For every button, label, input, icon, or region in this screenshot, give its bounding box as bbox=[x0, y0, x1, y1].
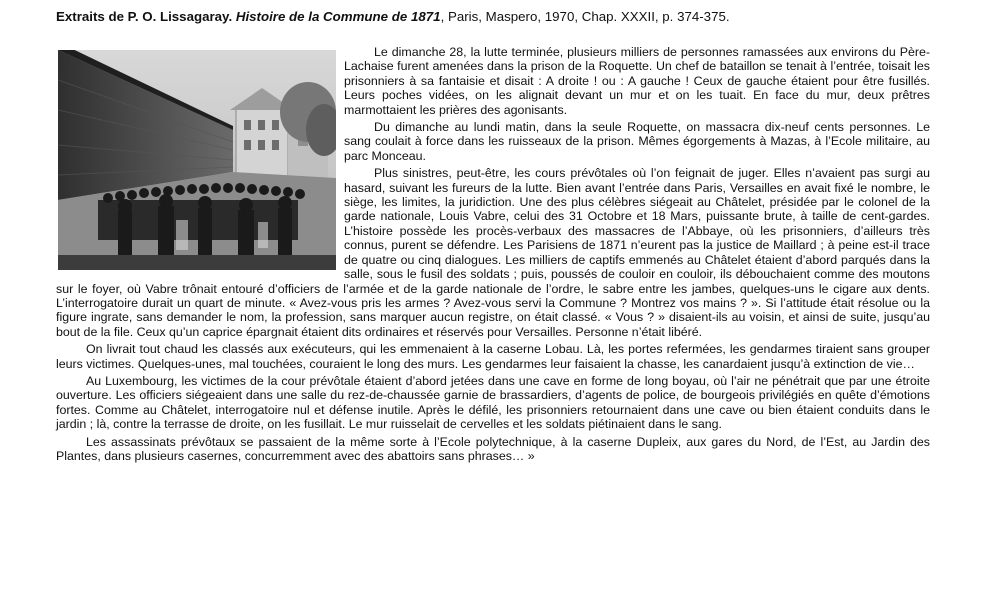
citation-source: , Paris, Maspero, 1970, Chap. XXXII, p. 374-375. bbox=[440, 9, 730, 24]
paragraph-2: Du dimanche au lundi matin, dans la seule Roquette, on massacra dix-neuf cents personnes. Le sang coulait à force dans les ruisseaux de la prison. Mêmes égorgements à Mazas, à l’Ecole militaire, au parc Monceau. bbox=[344, 120, 930, 163]
paragraph-6: Les assassinats prévôtaux se passaient de la même sorte à l’Ecole polytechnique, à la caserne Dupleix, aux gares du Nord, de l’Est, au Jardin des Plantes, dans plusieurs casernes, concurremment avec des abattoirs sans phrases… » bbox=[56, 434, 930, 463]
citation-author: Extraits de P. O. Lissagaray. bbox=[56, 9, 233, 24]
photo-float-spacer bbox=[56, 45, 344, 275]
paragraph-1: Le dimanche 28, la lutte terminée, plusieurs milliers de personnes ramassées aux environs du Père-Lachaise furent amenées dans la prison de la Roquette. Un chef de bataillon se tenait à l’entrée, toisait les prisonniers à sa fantaisie et disait : A droite ! ou : A gauche ! Ceux de gauche étaient pour être fusillés. Leurs poches vidées, on les alignait devant un mur et on les tuait. En face du mur, deux prêtres marmottaient les prières des agonisants. bbox=[344, 45, 930, 117]
citation-header bbox=[56, 8, 956, 25]
paragraph-3: Plus sinistres, peut-être, les cours prévôtales où l’on feignait de juger. Elles n’avaient pas surgi au hasard, suivant les fureurs de la lutte. Bien avant l’entrée dans Paris, Versailles en avait fixé le nombre, le siège, les limites, la juridiction. Une des plus célèbres siégeait au Châtelet, présidée par le colonel de la garde nationale, Louis Vabre, celui des 31 Octobre et 18 Mars, puissante brute, à taille de cent-gardes. L’histoire possède les procès-verbaux des massacres de l’Abbaye, où les prisonniers, d’ailleurs très connus, purent se défendre. Les Parisiens de 1871 n’eurent pas la justice de Maillard ; à peine est-il trace de quatre ou cinq dialogues. Les milliers de captifs emmenés au Châtelet étaient d’abord parqués dans la salle, sous le fusil des soldats ; puis, poussés de couloir en couloir, ils débouchaient comme des moutons sur le foyer, où Vabre trônait entouré d’officiers de l’armée et de la garde nationale de l’ordre, le sabre entre les jambes, quelques-uns le cigare aux dents. L’interrogatoire durait un quart de minute. « Avez-vous pris les armes ? Avez-vous servi la Commune ? Montrez vos mains ? ». Si l’attitude était résolue ou la figure ingrate, sans demander le nom, la profession, sans marquer aucun registre, on était classé. « Vous ? » disaient-ils au voisin, et ainsi de suite, jusqu’au bout de la file. Ceux qu’un caprice épargnait étaient dits ordinaires et réservés pour Versailles. Personne n’était libéré. bbox=[56, 166, 930, 339]
paragraph-4: On livrait tout chaud les classés aux exécuteurs, qui les emmenaient à la caserne Lobau. Là, les portes refermées, les gendarmes tiraient sans grouper leurs victimes. Quelques-unes, mal touchées, couraient le long des murs. Les gendarmes leur faisaient la chasse, les canardaient jusqu’à extinction de vie… bbox=[56, 342, 930, 371]
paragraph-5: Au Luxembourg, les victimes de la cour prévôtale étaient d’abord jetées dans une cave en forme de long boyau, où l’air ne pénétrait que par une étroite ouverture. Les officiers siégeaient dans une salle du rez-de-chaussée garnie de brassardiers, d’agents de police, de bourgeois privilégiés en quête d’émotions fortes. Comme au Châtelet, interrogatoire nul et défense inutile. Après le défilé, les prisonniers retournaient dans une cave ou bien étaient conduits dans le jardin ; là, contre la terrasse de droite, on les fusillait. Le mur ruisselait de cervelles et les soldats piétinaient dans le sang. bbox=[56, 373, 930, 432]
article-body bbox=[56, 45, 930, 463]
citation-title: Histoire de la Commune de 1871 bbox=[235, 9, 441, 24]
